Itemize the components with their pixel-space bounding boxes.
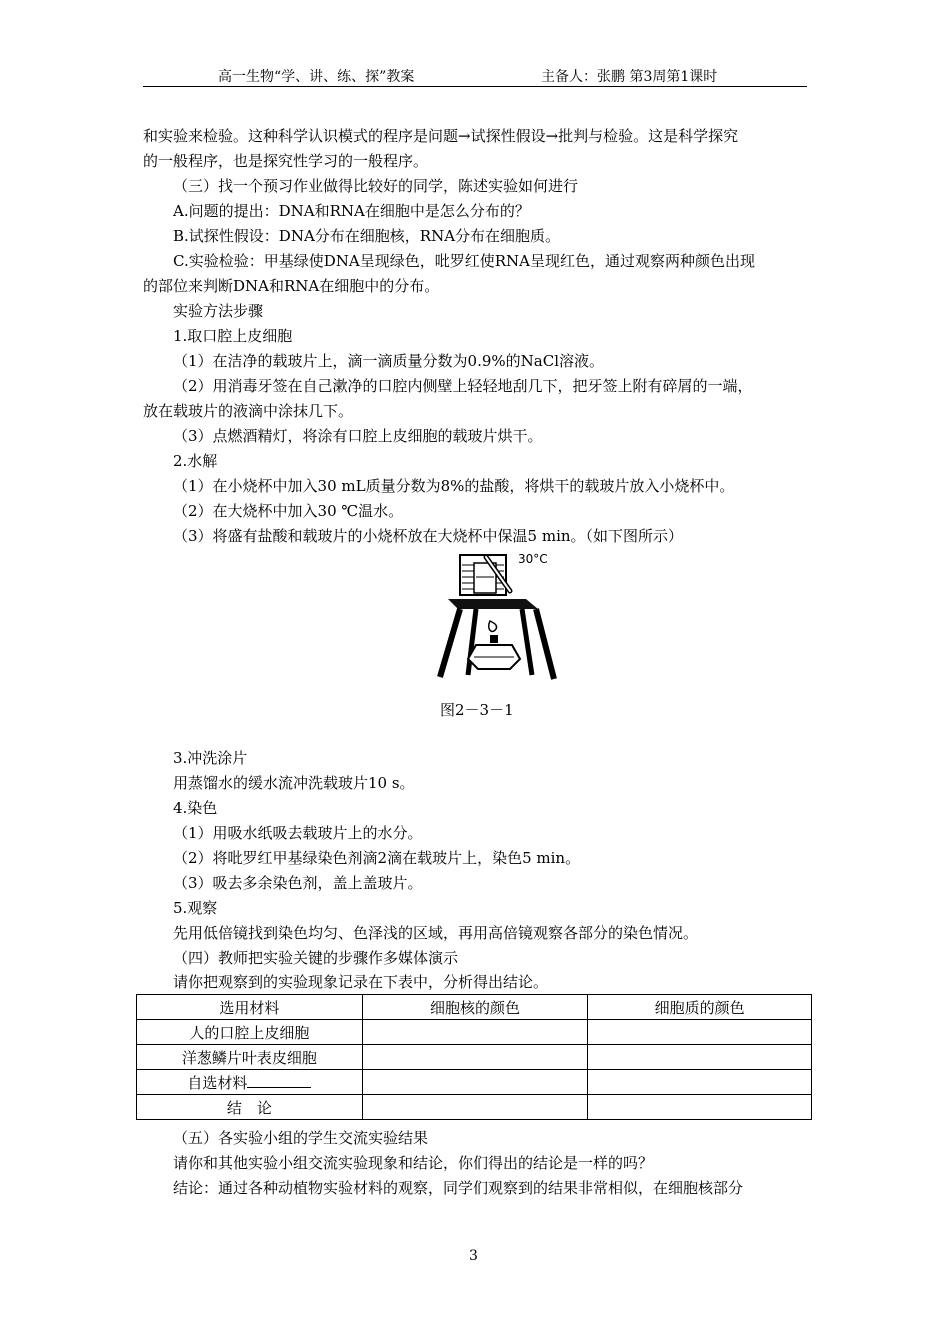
conclusion-cell[interactable] (588, 1095, 812, 1120)
text-line: （1）用吸水纸吸去载玻片上的水分。 (173, 824, 423, 842)
flame-icon (489, 621, 497, 631)
text-line: （2）用消毒牙签在自己漱净的口腔内侧壁上轻轻地刮几下，把牙签上附有碎屑的一端， (173, 377, 753, 395)
conclusion-cell[interactable] (362, 1095, 588, 1120)
text-line: 4.染色 (173, 799, 218, 817)
table-row (137, 1095, 812, 1120)
beaker-illustration (430, 549, 560, 687)
table-header-cell: 细胞质的颜色 (588, 995, 812, 1020)
text-line: （2）将吡罗红甲基绿染色剂滴2滴在载玻片上，染色5 min。 (173, 849, 581, 867)
text-line: （3）吸去多余染色剂，盖上盖玻片。 (173, 874, 423, 892)
table-cell (137, 1070, 363, 1095)
table-header-row (137, 995, 812, 1020)
table-cell: 洋葱鳞片叶表皮细胞 (137, 1045, 363, 1070)
text-line: A.问题的提出：DNA和RNA在细胞中是怎么分布的？ (173, 202, 530, 220)
nucleus-color-cell[interactable] (362, 1070, 588, 1095)
text-line: 结论：通过各种动植物实验材料的观察，同学们观察到的结果非常相似，在细胞核部分 (173, 1179, 744, 1197)
cytoplasm-color-cell[interactable] (588, 1045, 812, 1070)
custom-material-label: 自选材料 (187, 1073, 248, 1092)
text-line: （2）在大烧杯中加入30 ℃温水。 (173, 502, 404, 520)
text-line: 2.水解 (173, 452, 218, 470)
temperature-label: 30°C (518, 552, 548, 566)
header-title: 高一生物“学、讲、练、探”教案 (218, 69, 415, 85)
page-number: 3 (469, 1248, 478, 1264)
table-cell: 结 论 (137, 1095, 363, 1120)
text-line: 的部位来判断DNA和RNA在细胞中的分布。 (143, 277, 440, 295)
text-line: 放在载玻片的液滴中涂抹几下。 (143, 402, 354, 420)
table-row (137, 1070, 812, 1095)
water-bath-figure (430, 549, 560, 687)
text-line: 5.观察 (173, 899, 218, 917)
text-line: （五）各实验小组的学生交流实验结果 (173, 1129, 429, 1147)
text-line: （1）在洁净的载玻片上，滴一滴质量分数为0.9%的NaCl溶液。 (173, 352, 604, 370)
text-line: C.实验检验：甲基绿使DNA呈现绿色，吡罗红使RNA呈现红色，通过观察两种颜色出现 (173, 252, 755, 270)
table-row (137, 1045, 812, 1070)
table-cell: 人的口腔上皮细胞 (137, 1020, 363, 1045)
table-row (137, 1020, 812, 1045)
nucleus-color-cell[interactable] (362, 1020, 588, 1045)
figure-caption: 图2－3－1 (440, 701, 514, 719)
text-line: 1.取口腔上皮细胞 (173, 327, 293, 345)
text-line: 和实验来检验。这种科学认识模式的程序是问题→试探性假设→批判与检验。这是科学探究 (143, 127, 739, 145)
page-header (143, 66, 807, 87)
text-line: 用蒸馏水的缓水流冲洗载玻片10 s。 (173, 774, 415, 792)
text-line: 先用低倍镜找到染色均匀、色泽浅的区域，再用高倍镜观察各部分的染色情况。 (173, 924, 699, 942)
header-author: 主备人：张鹏 第3周第1课时 (541, 69, 718, 85)
text-line: （1）在小烧杯中加入30 mL质量分数为8%的盐酸，将烘干的载玻片放入小烧杯中。 (173, 477, 735, 495)
text-line: 请你把观察到的实验现象记录在下表中，分析得出结论。 (173, 973, 549, 991)
lamp-wick (490, 635, 498, 643)
observation-table (136, 994, 812, 1120)
text-line: （四）教师把实验关键的步骤作多媒体演示 (173, 949, 459, 967)
text-line: 的一般程序，也是探究性学习的一般程序。 (143, 152, 429, 170)
cytoplasm-color-cell[interactable] (588, 1020, 812, 1045)
text-line: 3.冲洗涂片 (173, 749, 248, 767)
table-header-cell: 细胞核的颜色 (362, 995, 588, 1020)
tripod-top (448, 599, 538, 609)
cytoplasm-color-cell[interactable] (588, 1070, 812, 1095)
fill-in-blank[interactable] (247, 1073, 311, 1088)
text-line: （3）点燃酒精灯，将涂有口腔上皮细胞的载玻片烘干。 (173, 427, 543, 445)
text-line: 请你和其他实验小组交流实验现象和结论，你们得出的结论是一样的吗？ (173, 1154, 654, 1172)
table-header-cell: 选用材料 (137, 995, 363, 1020)
text-line: 实验方法步骤 (173, 302, 264, 320)
text-line: （3）将盛有盐酸和载玻片的小烧杯放在大烧杯中保温5 min。（如下图所示） (173, 527, 684, 545)
text-line: （三）找一个预习作业做得比较好的同学，陈述实验如何进行 (173, 177, 579, 195)
nucleus-color-cell[interactable] (362, 1045, 588, 1070)
text-line: B.试探性假设：DNA分布在细胞核，RNA分布在细胞质。 (173, 227, 561, 245)
